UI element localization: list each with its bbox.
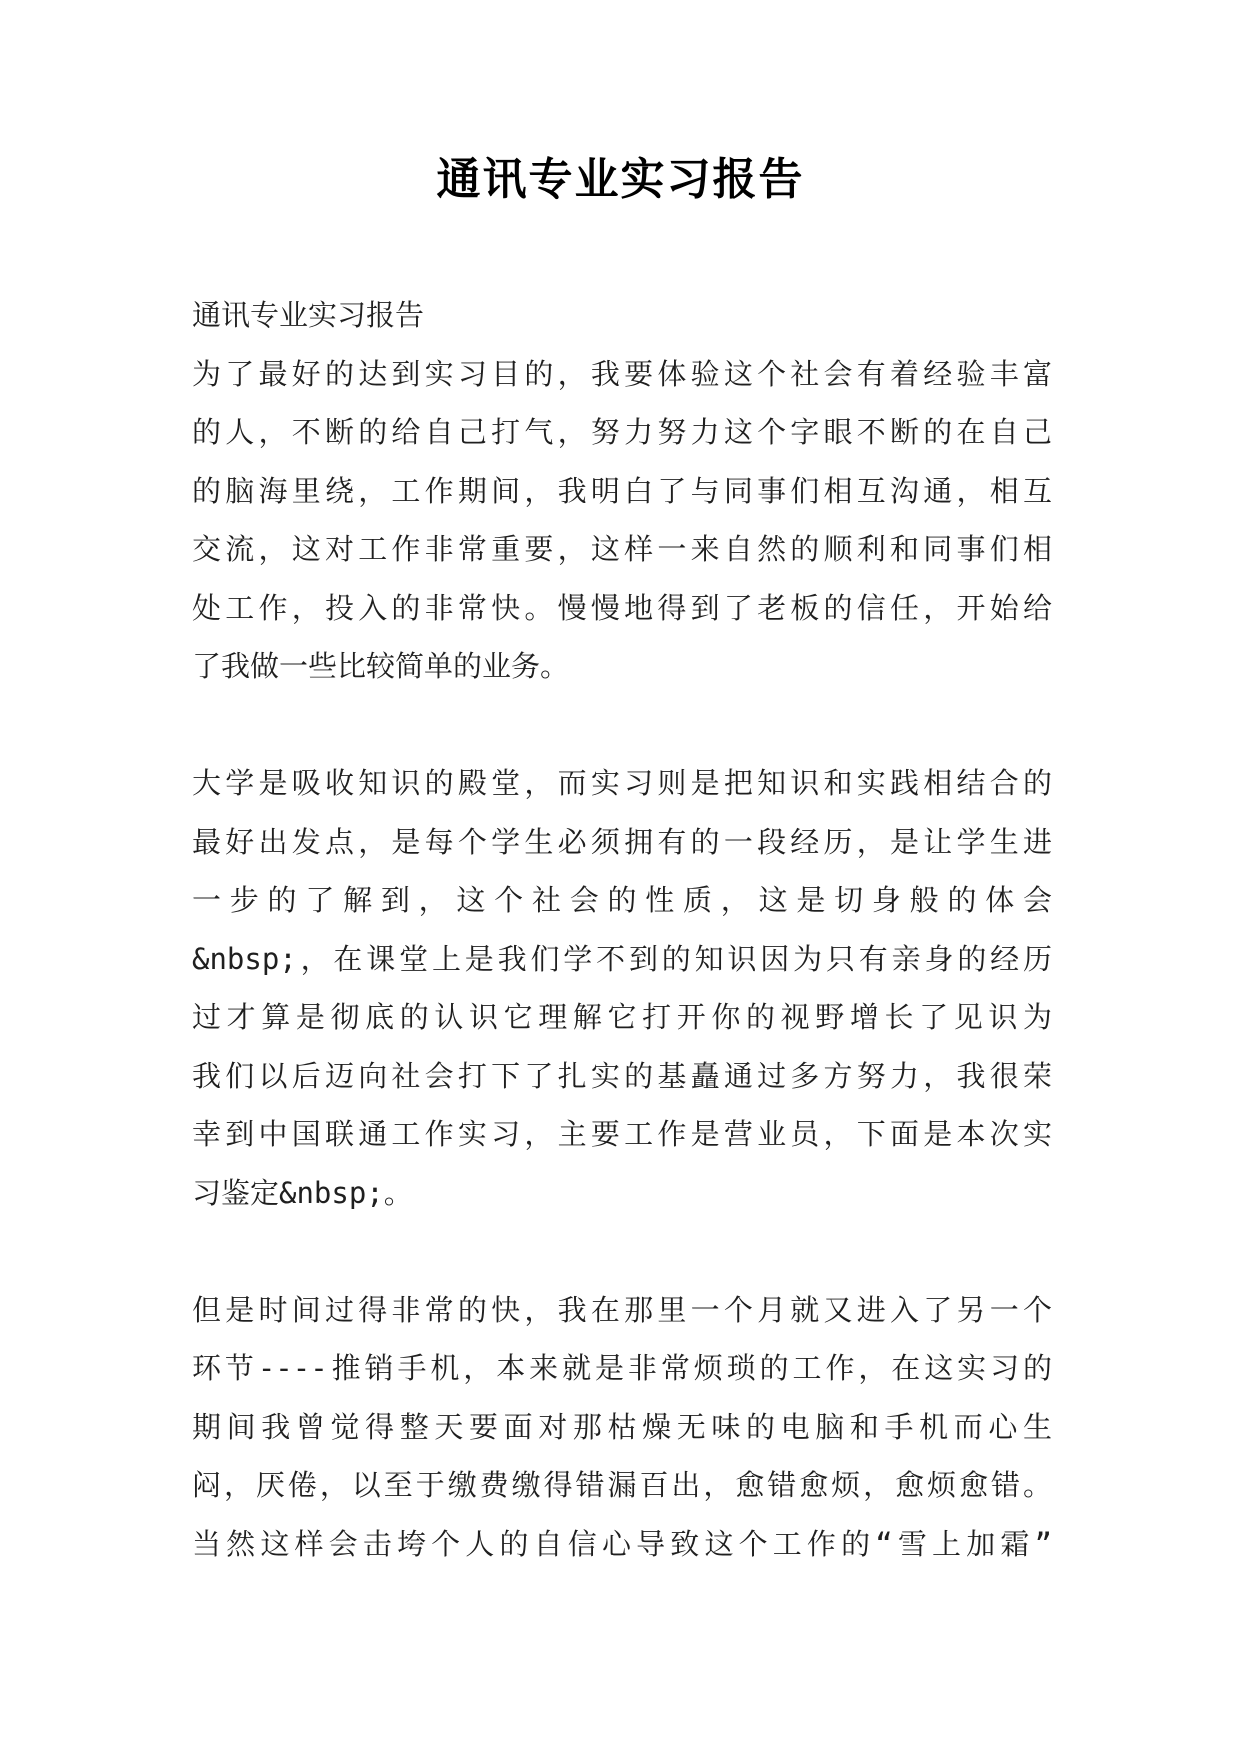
paragraph-gap [192,696,1052,755]
document-title: 通讯专业实习报告 [436,154,805,205]
text-line: 的人，不断的给自己打气，努力努力这个字眼不断的在自己 [192,415,1052,449]
text-line: 处工作，投入的非常快。慢慢地得到了老板的信任，开始给 [192,590,1052,625]
text-line: 幸到中国联通工作实习，主要工作是营业员，下面是本次实 [192,1117,1052,1151]
text-line: 当然这样会击垮个人的自信心导致这个工作的“雪上加霜” [192,1526,1052,1561]
text-line: 大学是吸收知识的殿堂，而实习则是把知识和实践相结合的 [192,766,1052,800]
text-line: 的脑海里绕，工作期间，我明白了与同事们相互沟通，相互 [192,473,1052,508]
text-line: 过才算是彻底的认识它理解它打开你的视野增长了见识为 [192,1000,1052,1034]
text-line: 通讯专业实习报告 [192,298,425,332]
text-line: 最好出发点，是每个学生必须拥有的一段经历，是让学生进 [192,824,1052,859]
paragraph-1 [192,286,1052,696]
text-line: &nbsp;，在课堂上是我们学不到的知识因为只有亲身的经历 [192,941,1052,976]
paragraph-3 [192,1281,1052,1574]
text-line: 我们以后迈向社会打下了扎实的基矗通过多方努力，我很荣 [192,1058,1052,1093]
paragraph-2 [192,754,1052,1222]
text-line: 一步的了解到，这个社会的性质，这是切身般的体会 [192,883,1052,917]
text-line: 为了最好的达到实习目的，我要体验这个社会有着经验丰富 [192,356,1052,391]
text-line: 交流，这对工作非常重要，这样一来自然的顺利和同事们相 [192,532,1052,566]
text-line: 了我做一些比较简单的业务。 [192,649,570,683]
text-line: 但是时间过得非常的快，我在那里一个月就又进入了另一个 [192,1292,1052,1327]
text-line: 习鉴定&nbsp;。 [192,1175,413,1210]
text-line: 闷，厌倦，以至于缴费缴得错漏百出，愈错愈烦，愈烦愈错。 [192,1468,1052,1502]
text-line: 期间我曾觉得整天要面对那枯燥无味的电脑和手机而心生 [192,1409,1052,1444]
text-line: 环节----推销手机，本来就是非常烦琐的工作，在这实习的 [192,1351,1052,1385]
document-body [192,286,1052,1573]
paragraph-gap [192,1222,1052,1281]
